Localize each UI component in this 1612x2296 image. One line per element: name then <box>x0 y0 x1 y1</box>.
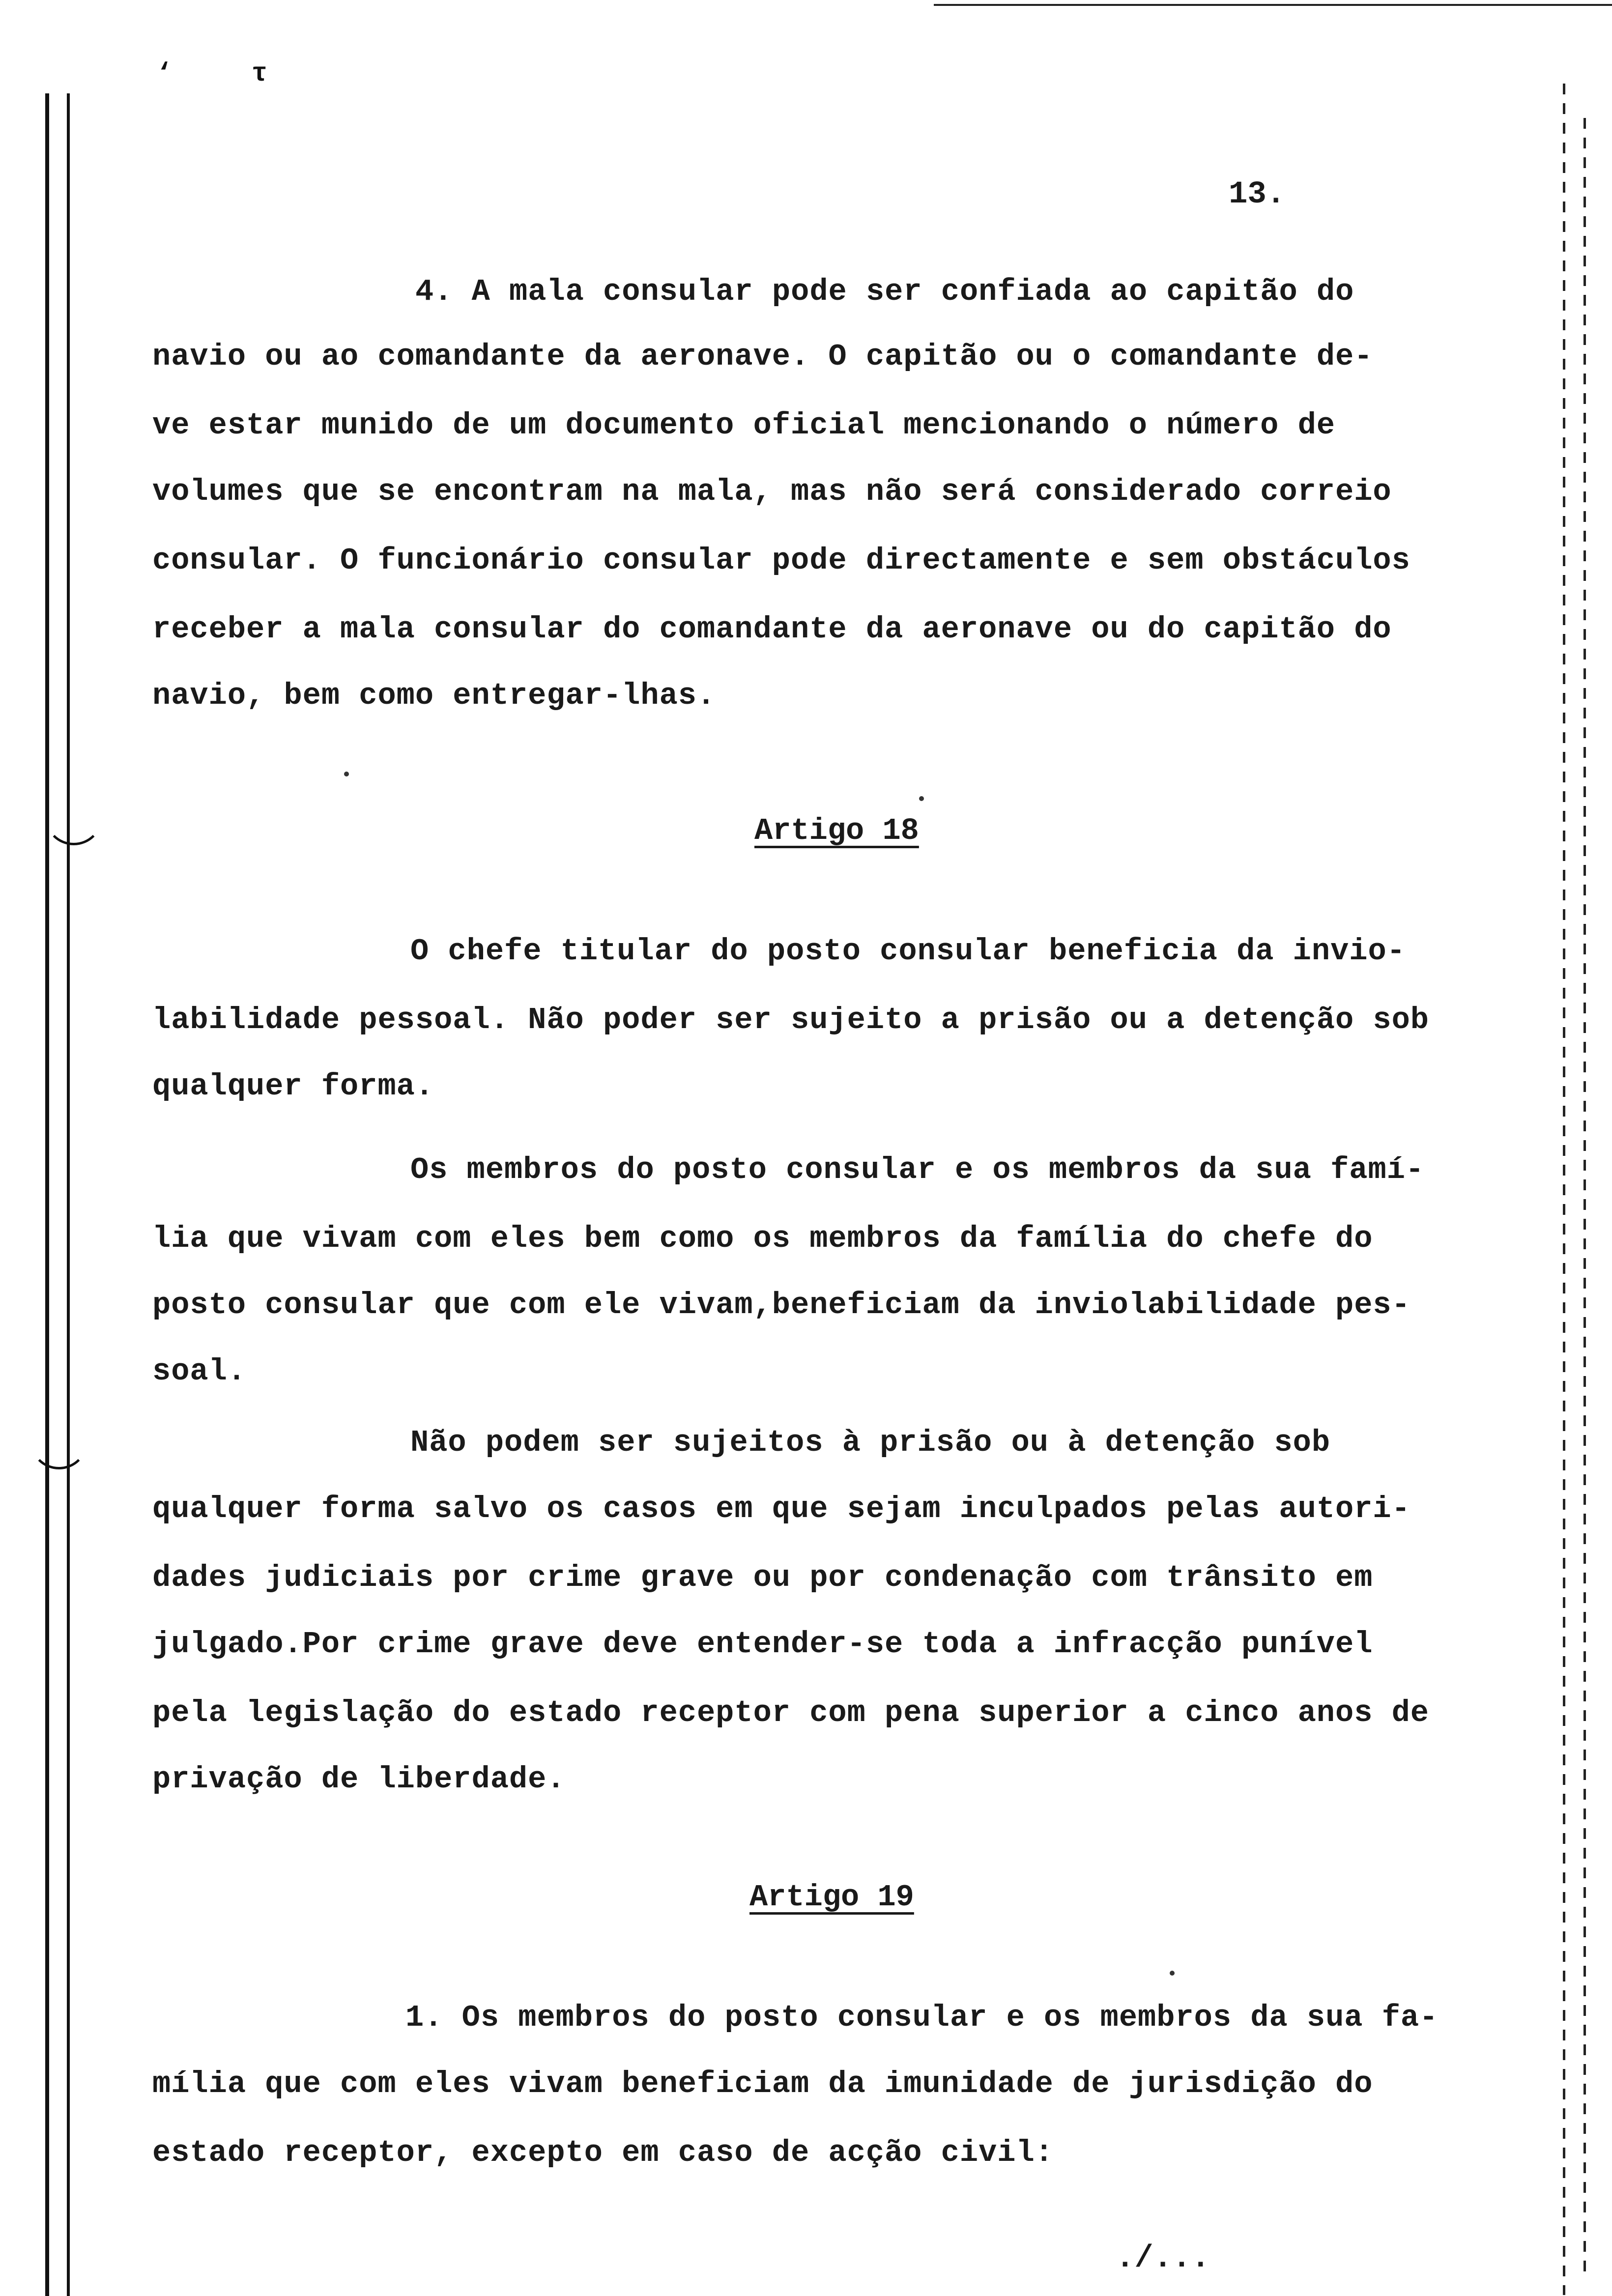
punch-hole-lower <box>29 1410 88 1469</box>
text-line: 1. Os membros do posto consular e os membros da sua fa- <box>405 2000 1439 2035</box>
text-line: posto consular que com ele vivam,beneficiam da inviolabilidade pes- <box>152 1288 1410 1322</box>
text-line: O chefe titular do posto consular beneficia da invio- <box>410 934 1406 969</box>
continuation-mark: ./... <box>1116 2241 1210 2276</box>
text-line: privação de liberdade. <box>152 1762 566 1797</box>
text-line: 4. A mala consular pode ser confiada ao capitão do <box>415 274 1354 309</box>
text-line: pela legislação do estado receptor com pena superior a cinco anos de <box>152 1695 1430 1730</box>
left-margin-rule <box>45 93 49 2296</box>
text-line: receber a mala consular do comandante da aeronave ou do capitão do <box>152 612 1392 647</box>
text-line: navio ou ao comandante da aeronave. O capitão ou o comandante de- <box>152 339 1373 374</box>
left-margin-rule-inner <box>67 93 70 2296</box>
scan-speck <box>1170 1971 1175 1976</box>
corner-mark: ‘ <box>156 59 173 89</box>
corner-mark: τ <box>252 59 268 89</box>
text-line: Não podem ser sujeitos à prisão ou à detenção sob <box>410 1425 1331 1460</box>
text-line: mília que com eles vivam beneficiam da imunidade de jurisdição do <box>152 2066 1373 2101</box>
text-line: qualquer forma salvo os casos em que sejam inculpados pelas autori- <box>152 1492 1410 1526</box>
text-line: consular. O funcionário consular pode directamente e sem obstáculos <box>152 543 1410 578</box>
text-line: Os membros do posto consular e os membros da sua famí- <box>410 1152 1425 1187</box>
page-number: 13. <box>1229 177 1286 212</box>
text-line: navio, bem como entregar-lhas. <box>152 678 716 713</box>
punch-hole-upper <box>44 786 103 845</box>
right-margin-rule-outer <box>1583 118 1586 2280</box>
scan-speck <box>919 796 924 801</box>
text-line: dades judiciais por crime grave ou por condenação com trânsito em <box>152 1560 1373 1595</box>
scan-speck <box>344 772 349 776</box>
text-line: lia que vivam com eles bem como os membros da família do chefe do <box>152 1221 1373 1256</box>
text-line: volumes que se encontram na mala, mas não será considerado correio <box>152 474 1392 509</box>
scan-edge-line <box>934 4 1612 6</box>
text-line: julgado.Por crime grave deve entender-se toda a infracção punível <box>152 1627 1373 1662</box>
text-line: soal. <box>152 1354 247 1389</box>
text-line: ve estar munido de um documento oficial mencionando o número de <box>152 408 1335 443</box>
right-margin-rule <box>1563 84 1565 2295</box>
text-line: labilidade pessoal. Não poder ser sujeito a prisão ou a detenção sob <box>152 1003 1430 1037</box>
article-heading: Artigo 19 <box>749 1880 914 1915</box>
text-line: qualquer forma. <box>152 1069 434 1104</box>
article-heading: Artigo 18 <box>754 813 919 848</box>
text-line: estado receptor, excepto em caso de acção civil: <box>152 2135 1054 2170</box>
